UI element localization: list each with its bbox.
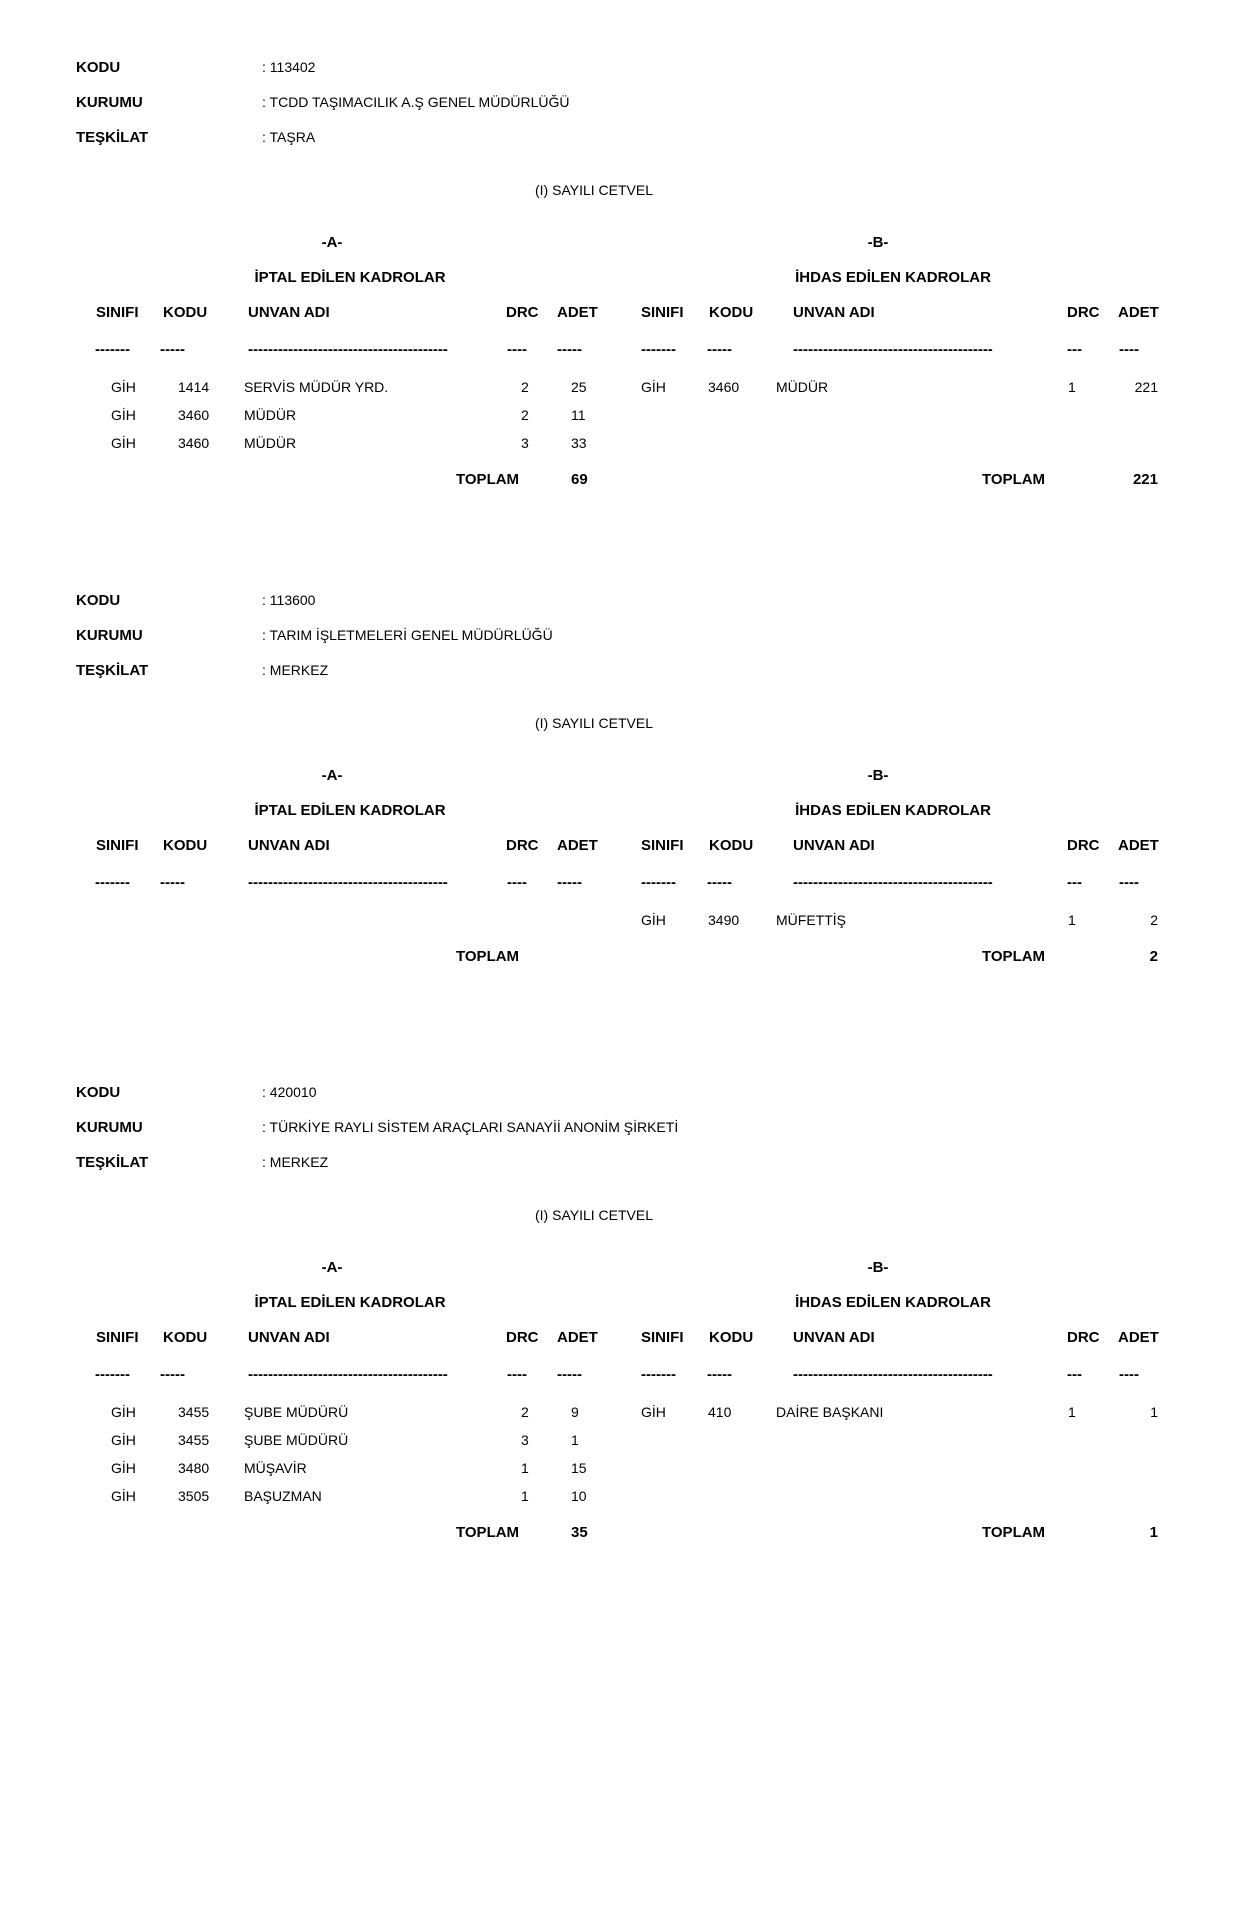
col-header-unvan: UNVAN ADI — [793, 304, 875, 321]
col-header-sinifi: SINIFI — [96, 837, 139, 854]
table-row-adet: 221 — [1134, 379, 1158, 395]
table-row-adet: 15 — [571, 1460, 587, 1476]
dash-separator: ---------------------------------------- — [793, 874, 993, 891]
teskilat-value: : TAŞRA — [262, 129, 316, 145]
table-row-kodu: 3455 — [178, 1404, 210, 1420]
table-row-sinifi: GİH — [641, 379, 666, 395]
table-row-kodu: 3455 — [178, 1432, 210, 1448]
kurumu-value: : TÜRKİYE RAYLI SİSTEM ARAÇLARI SANAYİİ ANONİM ŞİRKETİ — [262, 1119, 679, 1135]
section-b-marker: -B- — [867, 767, 889, 784]
cetvel-title: (I) SAYILI CETVEL — [535, 182, 653, 198]
col-header-drc: DRC — [506, 837, 539, 854]
table-row-unvan: MÜDÜR — [244, 435, 297, 451]
table-row-adet: 1 — [571, 1432, 579, 1448]
table-row-sinifi: GİH — [641, 1404, 666, 1420]
kodu-value: : 113600 — [262, 592, 316, 608]
toplam-value-b: 221 — [1132, 471, 1158, 488]
table-row-unvan: SERVİS MÜDÜR YRD. — [244, 379, 389, 395]
kodu-label: KODU — [76, 59, 121, 76]
section-a-title: İPTAL EDİLEN KADROLAR — [254, 269, 446, 286]
col-header-adet: ADET — [557, 1329, 598, 1346]
table-row-sinifi: GİH — [641, 912, 666, 928]
table-row-unvan: MÜFETTİŞ — [776, 912, 846, 928]
table-row-unvan: MÜDÜR — [244, 407, 297, 423]
table-row-drc: 1 — [521, 1460, 529, 1476]
section-b-title: İHDAS EDİLEN KADROLAR — [795, 269, 991, 286]
col-header-drc: DRC — [1067, 837, 1100, 854]
dash-separator: ------- — [641, 341, 676, 358]
col-header-sinifi: SINIFI — [641, 837, 684, 854]
table-row-kodu: 3480 — [178, 1460, 210, 1476]
table-row-sinifi: GİH — [111, 379, 136, 395]
table-row-unvan: ŞUBE MÜDÜRÜ — [244, 1432, 349, 1448]
dash-separator: ----- — [707, 1366, 732, 1383]
table-row-sinifi: GİH — [111, 1460, 136, 1476]
dash-separator: ------- — [95, 341, 130, 358]
dash-separator: ----- — [557, 341, 582, 358]
dash-separator: ------- — [95, 1366, 130, 1383]
toplam-label: TOPLAM — [456, 471, 520, 488]
dash-separator: ------- — [641, 1366, 676, 1383]
table-row-unvan: MÜŞAVİR — [244, 1460, 307, 1476]
col-header-kodu: KODU — [163, 837, 208, 854]
col-header-adet: ADET — [1118, 304, 1159, 321]
table-row-unvan: MÜDÜR — [776, 379, 829, 395]
dash-separator: ---- — [1119, 341, 1139, 358]
col-header-unvan: UNVAN ADI — [793, 1329, 875, 1346]
dash-separator: --- — [1067, 874, 1082, 891]
toplam-label: TOPLAM — [456, 948, 520, 965]
dash-separator: ----- — [160, 874, 185, 891]
col-header-adet: ADET — [1118, 1329, 1159, 1346]
dash-separator: ---- — [507, 874, 527, 891]
table-row-unvan: DAİRE BAŞKANI — [776, 1404, 884, 1420]
kurumu-value: : TCDD TAŞIMACILIK A.Ş GENEL MÜDÜRLÜĞÜ — [262, 94, 570, 110]
col-header-unvan: UNVAN ADI — [248, 1329, 330, 1346]
dash-separator: ---- — [507, 1366, 527, 1383]
table-row-adet: 11 — [571, 407, 586, 423]
kodu-label: KODU — [76, 592, 121, 609]
dash-separator: ---- — [1119, 874, 1139, 891]
teskilat-label: TEŞKİLAT — [76, 129, 149, 146]
toplam-label: TOPLAM — [456, 1524, 520, 1541]
kodu-label: KODU — [76, 1084, 121, 1101]
dash-separator: ----- — [160, 1366, 185, 1383]
col-header-drc: DRC — [506, 1329, 539, 1346]
col-header-unvan: UNVAN ADI — [248, 304, 330, 321]
dash-separator: ----- — [160, 341, 185, 358]
section-a-marker: -A- — [321, 234, 343, 251]
table-row-adet: 10 — [571, 1488, 587, 1504]
col-header-adet: ADET — [1118, 837, 1159, 854]
cetvel-title: (I) SAYILI CETVEL — [535, 715, 653, 731]
table-row-sinifi: GİH — [111, 407, 136, 423]
table-row-adet: 25 — [571, 379, 587, 395]
table-row-kodu: 3460 — [708, 379, 740, 395]
table-row-kodu: 1414 — [178, 379, 210, 395]
col-header-unvan: UNVAN ADI — [793, 837, 875, 854]
section-b-title: İHDAS EDİLEN KADROLAR — [795, 1294, 991, 1311]
table-row-drc: 3 — [521, 435, 529, 451]
kurumu-label: KURUMU — [76, 1119, 143, 1136]
col-header-adet: ADET — [557, 304, 598, 321]
table-row-adet: 2 — [1150, 912, 1158, 928]
table-row-unvan: BAŞUZMAN — [244, 1488, 322, 1504]
col-header-unvan: UNVAN ADI — [248, 837, 330, 854]
table-row-sinifi: GİH — [111, 1488, 136, 1504]
table-row-drc: 3 — [521, 1432, 529, 1448]
col-header-kodu: KODU — [709, 304, 754, 321]
table-row-drc: 2 — [521, 407, 529, 423]
teskilat-value: : MERKEZ — [262, 1154, 329, 1170]
table-row-kodu: 3460 — [178, 407, 210, 423]
dash-separator: ------- — [641, 874, 676, 891]
section-a-marker: -A- — [321, 1259, 343, 1276]
col-header-drc: DRC — [1067, 304, 1100, 321]
table-row-sinifi: GİH — [111, 1404, 136, 1420]
col-header-kodu: KODU — [163, 1329, 208, 1346]
teskilat-label: TEŞKİLAT — [76, 1154, 149, 1171]
dash-separator: ----- — [707, 874, 732, 891]
dash-separator: ----- — [557, 1366, 582, 1383]
teskilat-value: : MERKEZ — [262, 662, 329, 678]
table-row-unvan: ŞUBE MÜDÜRÜ — [244, 1404, 349, 1420]
dash-separator: ---------------------------------------- — [793, 1366, 993, 1383]
col-header-kodu: KODU — [709, 1329, 754, 1346]
table-row-kodu: 410 — [708, 1404, 732, 1420]
table-row-kodu: 3460 — [178, 435, 210, 451]
kodu-value: : 420010 — [262, 1084, 317, 1100]
toplam-value-b: 1 — [1149, 1524, 1158, 1541]
dash-separator: ---------------------------------------- — [248, 874, 448, 891]
dash-separator: ---------------------------------------- — [248, 1366, 448, 1383]
col-header-sinifi: SINIFI — [96, 1329, 139, 1346]
section-b-marker: -B- — [867, 234, 889, 251]
table-row-adet: 9 — [571, 1404, 579, 1420]
table-row-drc: 1 — [1068, 379, 1076, 395]
dash-separator: ---- — [507, 341, 527, 358]
dash-separator: --- — [1067, 341, 1082, 358]
col-header-adet: ADET — [557, 837, 598, 854]
toplam-value-a: 69 — [571, 471, 588, 488]
col-header-sinifi: SINIFI — [641, 1329, 684, 1346]
dash-separator: ---- — [1119, 1366, 1139, 1383]
toplam-label: TOPLAM — [982, 948, 1046, 965]
table-row-drc: 2 — [521, 379, 529, 395]
table-row-kodu: 3505 — [178, 1488, 210, 1504]
toplam-value-a: 35 — [571, 1524, 588, 1541]
dash-separator: ----- — [557, 874, 582, 891]
dash-separator: ---------------------------------------- — [248, 341, 448, 358]
col-header-kodu: KODU — [709, 837, 754, 854]
col-header-sinifi: SINIFI — [96, 304, 139, 321]
dash-separator: ------- — [95, 874, 130, 891]
section-b-marker: -B- — [867, 1259, 889, 1276]
table-row-drc: 1 — [1068, 1404, 1076, 1420]
toplam-label: TOPLAM — [982, 1524, 1046, 1541]
section-a-title: İPTAL EDİLEN KADROLAR — [254, 802, 446, 819]
dash-separator: ----- — [707, 341, 732, 358]
table-row-drc: 1 — [521, 1488, 529, 1504]
kurumu-label: KURUMU — [76, 627, 143, 644]
table-row-kodu: 3490 — [708, 912, 740, 928]
table-row-sinifi: GİH — [111, 1432, 136, 1448]
table-row-adet: 33 — [571, 435, 587, 451]
kodu-value: : 113402 — [262, 59, 316, 75]
cetvel-title: (I) SAYILI CETVEL — [535, 1207, 653, 1223]
teskilat-label: TEŞKİLAT — [76, 662, 149, 679]
dash-separator: ---------------------------------------- — [793, 341, 993, 358]
col-header-sinifi: SINIFI — [641, 304, 684, 321]
toplam-value-b: 2 — [1149, 948, 1158, 965]
col-header-drc: DRC — [506, 304, 539, 321]
section-a-title: İPTAL EDİLEN KADROLAR — [254, 1294, 446, 1311]
table-row-drc: 2 — [521, 1404, 529, 1420]
section-b-title: İHDAS EDİLEN KADROLAR — [795, 802, 991, 819]
section-a-marker: -A- — [321, 767, 343, 784]
table-row-sinifi: GİH — [111, 435, 136, 451]
table-row-adet: 1 — [1150, 1404, 1158, 1420]
col-header-drc: DRC — [1067, 1329, 1100, 1346]
table-row-drc: 1 — [1068, 912, 1076, 928]
col-header-kodu: KODU — [163, 304, 208, 321]
kurumu-label: KURUMU — [76, 94, 143, 111]
dash-separator: --- — [1067, 1366, 1082, 1383]
toplam-label: TOPLAM — [982, 471, 1046, 488]
kurumu-value: : TARIM İŞLETMELERİ GENEL MÜDÜRLÜĞÜ — [262, 627, 553, 643]
